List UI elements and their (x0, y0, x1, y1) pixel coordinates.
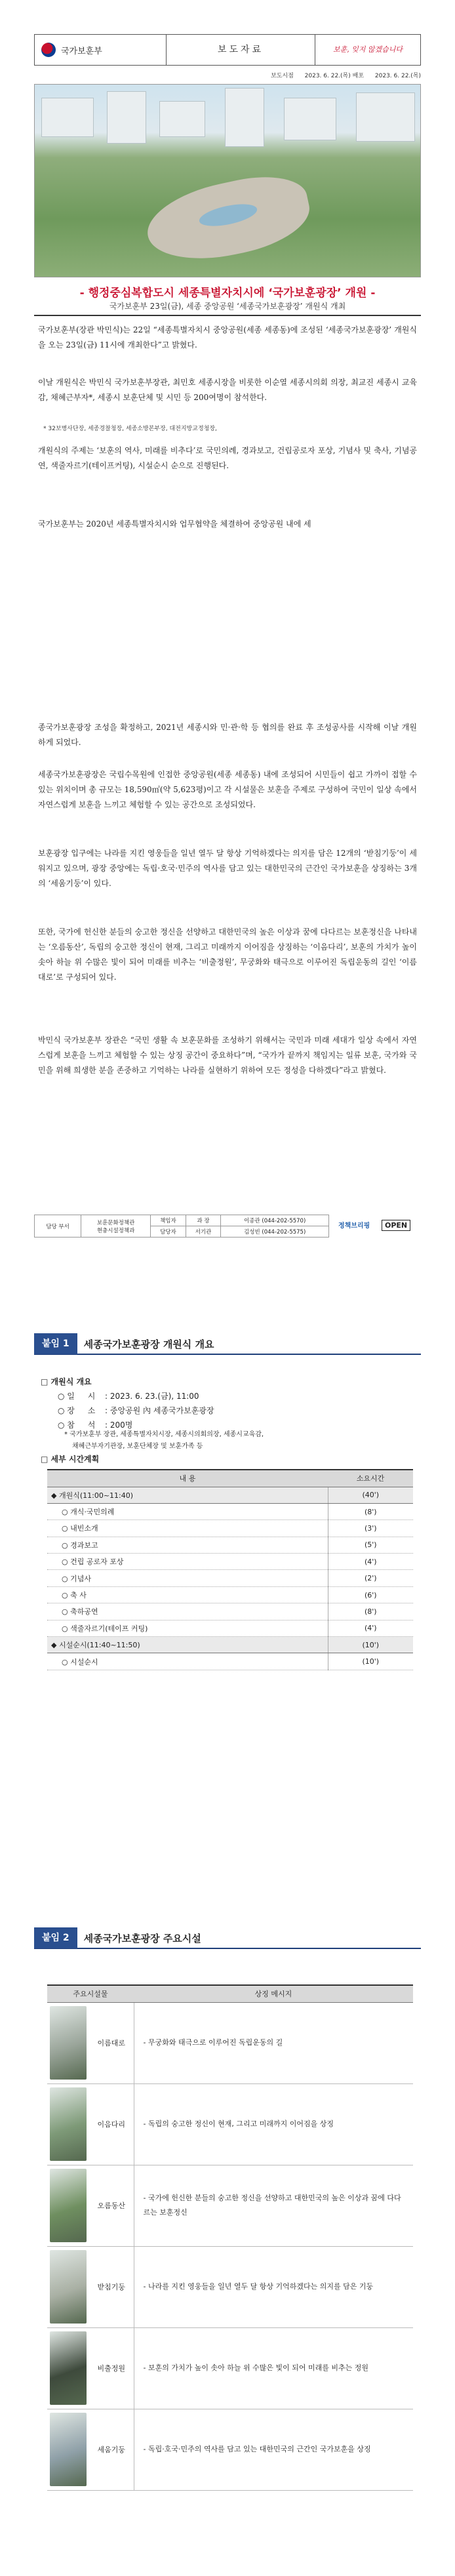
facility-photo-cell (47, 2165, 89, 2246)
schedule-item: ○ 축 사 (47, 1586, 328, 1603)
facility-name: 오름동산 (89, 2165, 134, 2246)
contact-unit-2: 현충시설정책과 (96, 1227, 135, 1234)
schedule-table (47, 1469, 413, 1670)
contact-name-1: 이종관 (044-202-5570) (221, 1215, 329, 1226)
facility-name: 이음다리 (89, 2083, 134, 2165)
facilities-body (47, 2002, 413, 2490)
schedule-row (47, 1537, 413, 1553)
schedule-item: ○ 색줄자르기(테이프 커팅) (47, 1620, 328, 1636)
facility-message: - 무궁화와 태극으로 이루어진 독립운동의 길 (134, 2002, 413, 2083)
overview-item-place (58, 1403, 214, 1418)
schedule-duration: (8') (328, 1503, 413, 1519)
facility-row (47, 2083, 413, 2165)
schedule-item: ○ 시설순시 (47, 1653, 328, 1670)
overview-key: ○ 장 소 (58, 1403, 105, 1418)
facility-photo-cell (47, 2246, 89, 2327)
facility-photo-cell (47, 2409, 89, 2490)
schedule-duration: (2') (328, 1570, 413, 1586)
facility-photo (50, 2250, 87, 2324)
schedule-duration: (3') (328, 1520, 413, 1537)
facility-name: 받침기둥 (89, 2246, 134, 2327)
schedule-duration: (40') (328, 1487, 413, 1503)
schedule-duration: (6') (328, 1586, 413, 1603)
contact-role-2: 담당자 (151, 1226, 186, 1238)
attendees-line-2: 채혜근부자기관장, 보훈단체장 및 보훈가족 등 (72, 1443, 203, 1450)
facility-photo (50, 2087, 87, 2161)
facility-row (47, 2165, 413, 2246)
paragraph-2: 이날 개원식은 박민식 국가보훈부장관, 최민호 세종시장을 비롯한 이순열 세종시의회 의장, 최교진 세종시 교육감, 채혜근부자*, 세종시 보훈단체 및 시민 등 200여명이 참석한다. (38, 378, 417, 402)
schedule-duration: (10') (328, 1637, 413, 1653)
facility-row (47, 2327, 413, 2409)
schedule-duration: (10') (328, 1653, 413, 1670)
org-name: 국가보훈부 (61, 46, 102, 56)
policy-briefing-logo: 정책브리핑 (338, 1222, 370, 1230)
schedule-duration: (5') (328, 1537, 413, 1553)
overview-item-time (58, 1389, 199, 1403)
schedule-item: ◆ 시설순시(11:40~11:50) (47, 1637, 328, 1653)
schedule-row (47, 1586, 413, 1603)
schedule-body (47, 1487, 413, 1670)
appendix-2-title: 세종국가보훈광장 주요시설 (83, 1932, 201, 1944)
aerial-rendering-image (34, 84, 421, 277)
facility-name: 비출정원 (89, 2327, 134, 2409)
contact-table (34, 1215, 329, 1238)
schedule-duration: (4') (328, 1620, 413, 1636)
appendix-1-title: 세종국가보훈광장 개원식 개요 (83, 1338, 214, 1350)
facilities-col-name: 주요시설물 (47, 1985, 134, 2002)
schedule-duration: (4') (328, 1554, 413, 1570)
contact-title-2: 서기관 (186, 1226, 221, 1238)
paragraph-3: 개원식의 주제는 ‘보훈의 역사, 미래를 비추다’로 국민의례, 경과보고, 건립공로자 포상, 기념사 및 축사, 기념공연, 색줄자르기(테이프커팅), 시설순시 순으로 진행된다. (38, 446, 417, 470)
facility-name: 이름대로 (89, 2002, 134, 2083)
schedule-row (47, 1487, 413, 1503)
document-kind: 보도자료 (166, 35, 315, 65)
facility-photo (50, 2413, 87, 2486)
overview-key: ○ 참 석 (58, 1418, 105, 1432)
schedule-row (47, 1570, 413, 1586)
embargo-date: 2023. 6. 22.(목) 배포 (304, 73, 365, 79)
schedule-row (47, 1520, 413, 1537)
appendix-1-header (34, 1334, 421, 1355)
schedule-row (47, 1554, 413, 1570)
headline-subtitle: 국가보훈부 23일(금), 세종 중앙공원 ‘세종국가보훈광장’ 개원식 개최 (109, 302, 346, 311)
schedule-item: ○ 기념사 (47, 1570, 328, 1586)
schedule-item: ○ 축하공연 (47, 1603, 328, 1620)
schedule-item: ○ 개식·국민의례 (47, 1503, 328, 1519)
paragraph-1: 국가보훈부(장관 박민식)는 22일 “세종특별자치시 중앙공원(세종 세종동)에 조성된 ‘세종국가보훈광장’ 개원식을 오는 23일(금) 11시에 개최한다”고 밝혔다. (38, 325, 417, 350)
facilities-table (47, 1984, 413, 2491)
facility-message: - 보훈의 가치가 높이 솟아 하늘 위 수많은 빛이 되어 미래를 비추는 정원 (134, 2327, 413, 2409)
overview-value: : 중앙공원 內 세종국가보훈광장 (105, 1406, 214, 1415)
paragraph-8: 또한, 국가에 헌신한 분들의 숭고한 정신을 선양하고 대한민국의 높은 이상과 꿈에 다다르는 보훈정신을 나타내는 ‘오름동산’, 독립의 숭고한 정신이 현재, 그리고 미래까지 이어짐을 상징하는 ‘이음다리’, 보훈의 가치가 높이 솟아 하늘 위 수많은 빛이 되어 미래를 비추는 ‘비출정원’, 무궁화와 태극으로 이루어진 독립운동의 길인 ‘이름대로’로 구성되어 있다. (38, 927, 417, 982)
government-emblem-icon (41, 43, 56, 57)
schedule-item: ○ 내빈소개 (47, 1520, 328, 1537)
release-dates (34, 71, 421, 79)
org-block (35, 43, 166, 57)
schedule-row (47, 1503, 413, 1519)
open-logo: OPEN (382, 1220, 410, 1231)
facility-photo-cell (47, 2327, 89, 2409)
facilities-col-message: 상징 메시지 (134, 1985, 413, 2002)
schedule-row (47, 1603, 413, 1620)
overview-key: ○ 일 시 (58, 1389, 105, 1403)
slogan: 보훈, 잊지 않겠습니다 (332, 45, 403, 54)
schedule-duration: (8') (328, 1603, 413, 1620)
paragraph-9: 박민식 국가보훈부 장관은 “국민 생활 속 보훈문화를 조성하기 위해서는 국민과 미래 세대가 일상 속에서 자연스럽게 보훈을 느끼고 체험할 수 있는 상징 공간이 중요하다”며, “국가가 끝까지 책임지는 일류 보훈, 국가와 국민을 위해 희생한 분을 존중하고 기억하는 나라를 실현하기 위하여 모든 정성을 다하겠다”라고 밝혔다. (38, 1036, 417, 1075)
facility-row (47, 2409, 413, 2490)
paragraph-5: 종국가보훈광장 조성을 확정하고, 2021년 세종시와 민·관·학 등 협의를 완료 후 조성공사를 시작해 이날 개원하게 되었다. (38, 723, 417, 747)
schedule-row (47, 1637, 413, 1653)
facility-photo-cell (47, 2002, 89, 2083)
contact-title-1: 과 장 (186, 1215, 221, 1226)
facility-name: 세움기둥 (89, 2409, 134, 2490)
schedule-item: ○ 건립 공로자 포상 (47, 1554, 328, 1570)
facility-message: - 나라를 지킨 영웅들을 일년 열두 달 항상 기억하겠다는 의지를 담은 기둥 (134, 2246, 413, 2327)
schedule-item: ◆ 개원식(11:00~11:40) (47, 1487, 328, 1503)
contact-unit-1: 보훈문화정책관 (96, 1219, 135, 1226)
paragraph-6: 세종국가보훈광장은 국립수목원에 인접한 중앙공원(세종 세종동) 내에 조성되어 시민들이 쉽고 가까이 접할 수 있는 위치이며 총 규모는 18,590㎡(약 5,623평)이고 각 시설물은 보훈을 주제로 구성하여 국민이 일상 속에서 자연스럽게 보훈을 느끼고 체험할 수 있는 공간으로 조성되었다. (38, 770, 417, 809)
schedule-item: ○ 경과보고 (47, 1537, 328, 1553)
paragraph-4: 국가보훈부는 2020년 세종특별자치시와 업무협약을 체결하여 중앙공원 내에 세 (38, 519, 311, 529)
attendees-line-1: * 국가보훈부 장관, 세종특별자치시장, 세종시의회의장, 세종시교육감, (64, 1431, 264, 1438)
facility-message: - 독립·호국·민주의 역사를 담고 있는 대한민국의 근간인 국가보훈을 상징 (134, 2409, 413, 2490)
appendix-2-tag: 붙임 2 (34, 1927, 77, 1948)
overview-value: : 200명 (105, 1420, 133, 1430)
facility-row (47, 2002, 413, 2083)
appendix-2-header (34, 1928, 421, 1949)
contact-name-2: 김성빈 (044-202-5575) (221, 1226, 329, 1238)
overview-value: : 2023. 6. 23.(금), 11:00 (105, 1392, 199, 1401)
divider (34, 315, 421, 316)
facility-message: - 독립의 숭고한 정신이 현재, 그리고 미래까지 이어짐을 상징 (134, 2083, 413, 2165)
press-release-page-1 (0, 0, 455, 1285)
facility-photo (50, 2169, 87, 2242)
schedule-col-content: 내 용 (47, 1470, 328, 1487)
press-header (34, 34, 421, 66)
facility-photo (50, 2331, 87, 2405)
facility-photo (50, 2006, 87, 2080)
headline-title: - 행정중심복합도시 세종특별자치시에 ‘국가보훈광장’ 개원 - (79, 287, 376, 300)
contact-dept-label: 담당 부서 (35, 1215, 81, 1238)
schedule-row (47, 1620, 413, 1636)
paragraph-2-note: * 32보병사단장, 세종경찰청장, 세종소방본부장, 대전지방교정청장, (43, 426, 217, 432)
schedule-heading: □ 세부 시간계획 (41, 1453, 99, 1464)
date-label: 보도시점 (271, 73, 294, 79)
appendix-1-tag: 붙임 1 (34, 1333, 77, 1354)
contact-units (81, 1215, 151, 1238)
contact-role-1: 책임자 (151, 1215, 186, 1226)
schedule-col-time: 소요시간 (328, 1470, 413, 1487)
overview-heading: □ 개원식 개요 (41, 1376, 92, 1387)
facility-photo-cell (47, 2083, 89, 2165)
paragraph-7: 보훈광장 입구에는 나라를 지킨 영웅들을 일년 열두 달 항상 기억하겠다는 의지를 담은 12개의 ‘받침기둥’이 세워지고 있으며, 광장 중앙에는 독립·호국·민주의 역사를 담고 있는 대한민국의 근간인 국가보훈을 상징하는 3개의 ‘세움기둥’이 있다. (38, 849, 417, 888)
release-date: 2023. 6. 22.(목) (374, 73, 421, 79)
facility-row (47, 2246, 413, 2327)
facility-message: - 국가에 헌신한 분들의 숭고한 정신을 선양하고 대한민국의 높은 이상과 꿈에 다다르는 보훈정신 (134, 2165, 413, 2246)
schedule-row (47, 1653, 413, 1670)
